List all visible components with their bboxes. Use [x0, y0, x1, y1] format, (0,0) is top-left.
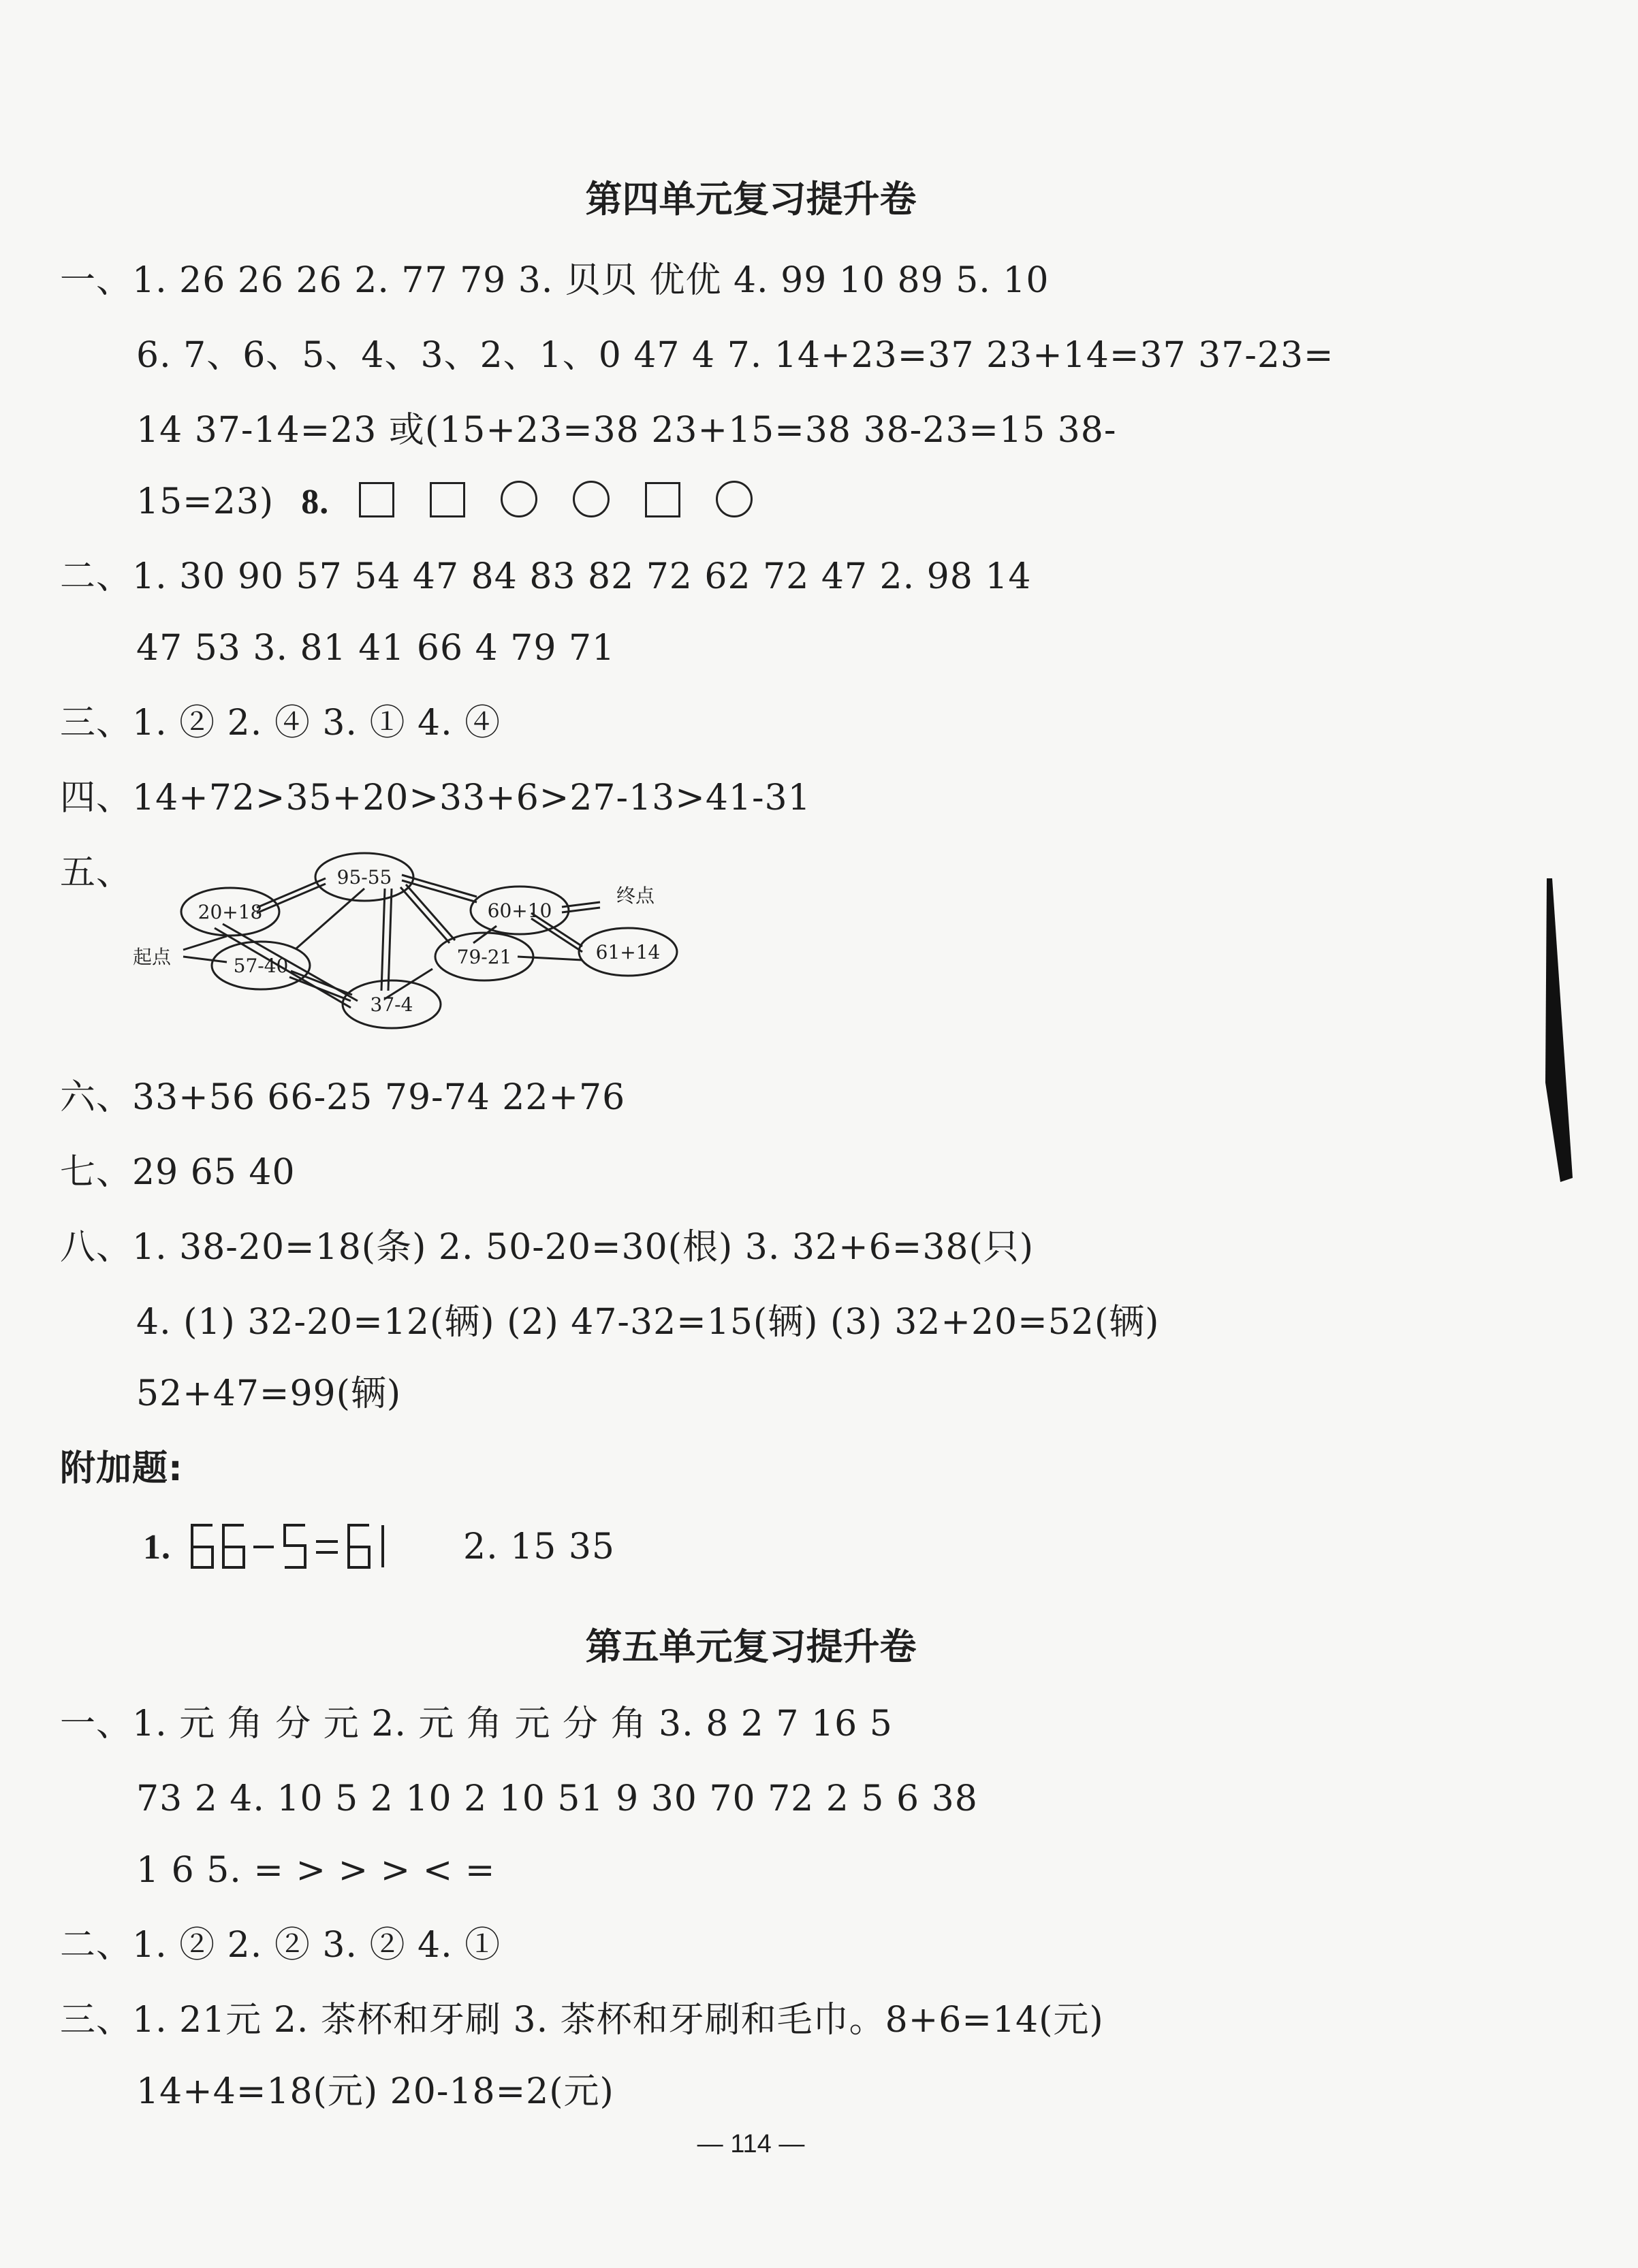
u4-q8-shapes	[341, 481, 770, 522]
node-79-21: 79-21	[456, 946, 512, 968]
u4-sec1-line4-text: 15=23)	[136, 481, 274, 522]
unit5-title: 第五单元复习提升卷	[585, 1625, 917, 1668]
node-61+14: 61+14	[595, 941, 661, 963]
answer-square-2	[430, 482, 465, 517]
extra-q1-number	[143, 1525, 171, 1569]
page-number: — 114 —	[697, 2130, 805, 2158]
u4-sec2-line1: 二、1. 30 90 57 54 47 84 83 82 72 62 72 47 2. 98 14	[60, 556, 1032, 597]
end-label: 终点	[616, 884, 655, 907]
u4-sec1-line2: 6. 7、6、5、4、3、2、1、0 47 4 7. 14+23=37 23+14=37 37-23=	[136, 335, 1334, 376]
u4-sec1-line4	[136, 480, 770, 524]
u5-sec3-line1: 三、1. 21元 2. 茶杯和牙刷 3. 茶杯和牙刷和毛巾。8+6=14(元)	[60, 2000, 1104, 2041]
scan-mark	[1536, 878, 1577, 1192]
answer-circle-4	[573, 481, 610, 517]
node-60+10: 60+10	[487, 899, 552, 922]
extra-title: 附加题:	[60, 1448, 183, 1489]
u4-sec1-line1: 一、1. 26 26 26 2. 77 79 3. 贝贝 优优 4. 99 10 89 5. 10	[60, 260, 1050, 301]
u4-sec4: 四、14+72>35+20>33+6>27-13>41-31	[60, 778, 811, 818]
u4-sec8-line1: 八、1. 38-20=18(条) 2. 50-20=30(根) 3. 32+6=38(只)	[60, 1227, 1035, 1268]
answer-circle-3	[501, 481, 537, 517]
answer-circle-6	[716, 481, 753, 517]
node-95-55: 95-55	[336, 866, 392, 889]
answer-square-5	[645, 482, 680, 517]
node-20+18: 20+18	[198, 901, 263, 923]
u5-sec3-line2: 14+4=18(元) 20-18=2(元)	[136, 2071, 614, 2112]
start-label: 起点	[133, 946, 172, 968]
extra-q2: 2. 15 35	[463, 1527, 616, 1567]
u4-sec2-line2: 47 53 3. 81 41 66 4 79 71	[136, 628, 616, 669]
u4-sec5-label: 五、	[60, 852, 133, 893]
u5-sec1-line1: 一、1. 元 角 分 元 2. 元 角 元 分 角 3. 8 2 7 16 5	[60, 1704, 893, 1744]
answer-square-1	[359, 482, 394, 517]
u5-sec1-line2: 73 2 4. 10 5 2 10 2 10 51 9 30 70 72 2 5 6 38	[136, 1778, 978, 1819]
extra-q1-num-text: 1.	[143, 1528, 171, 1567]
u4-sec1-line3: 14 37-14=23 或(15+23=38 23+15=38 38-23=15 38-	[136, 410, 1117, 451]
u4-q8-number: 8.	[301, 483, 330, 522]
u4-sec7: 七、29 65 40	[60, 1152, 296, 1193]
node-37-4: 37-4	[370, 993, 413, 1016]
route-diagram	[133, 848, 691, 1052]
unit4-title: 第四单元复习提升卷	[585, 178, 917, 221]
u5-sec1-line3: 1 6 5. = > > > < =	[136, 1850, 496, 1891]
u4-sec6: 六、33+56 66-25 79-74 22+76	[60, 1077, 626, 1118]
u4-sec8-line3: 52+47=99(辆)	[136, 1373, 402, 1414]
u5-sec2: 二、1. ② 2. ② 3. ② 4. ①	[60, 1925, 501, 1966]
u4-sec8-line2: 4. (1) 32-20=12(辆) (2) 47-32=15(辆) (3) 32+20=52(辆)	[136, 1302, 1160, 1343]
extra-q1-segment-answer	[184, 1520, 429, 1574]
node-57-40: 57-40	[233, 955, 289, 977]
u4-sec3: 三、1. ② 2. ④ 3. ① 4. ④	[60, 703, 501, 744]
